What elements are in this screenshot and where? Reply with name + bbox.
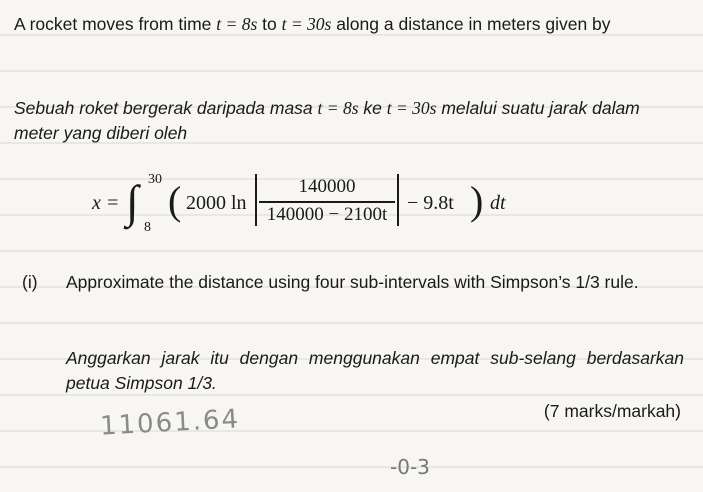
right-paren: ) [470, 178, 484, 223]
part-number: (i) [22, 272, 38, 292]
part-i-malay: Anggarkan jarak itu dengan menggunakan empat sub-selang berdasarkan petua Simpson 1/3. [66, 348, 684, 393]
integral-equation [92, 172, 552, 242]
left-paren: ( [168, 178, 182, 223]
question-malay: Sebuah roket bergerak daripada masa t = 8s ke t = 30s melalui suatu jarak dalam meter yang diberi oleh [14, 98, 640, 143]
fraction-bar [259, 201, 395, 203]
lower-limit: 8 [144, 220, 151, 235]
integral-sign: ∫ [126, 176, 139, 227]
equation-lhs: x = [92, 192, 120, 214]
coefficient: 2000 ln [186, 192, 247, 214]
handwritten-answer: 11061.64 [99, 404, 241, 442]
abs-bar-left [255, 174, 257, 226]
upper-limit: 30 [148, 172, 162, 187]
handwritten-page-mark: -0-3 [390, 455, 430, 479]
equation-tail: − 9.8t [407, 192, 454, 214]
fraction-denominator: 140000 − 2100t [266, 204, 388, 225]
part-i-english: Approximate the distance using four sub-intervals with Simpson’s 1/3 rule. [66, 272, 639, 292]
differential: dt [490, 192, 506, 214]
fraction-numerator: 140000 [298, 176, 356, 197]
abs-bar-right [397, 174, 399, 226]
marks-allocation: (7 marks/markah) [543, 401, 681, 421]
question-english: A rocket moves from time t = 8s to t = 30s along a distance in meters given by [14, 14, 611, 34]
